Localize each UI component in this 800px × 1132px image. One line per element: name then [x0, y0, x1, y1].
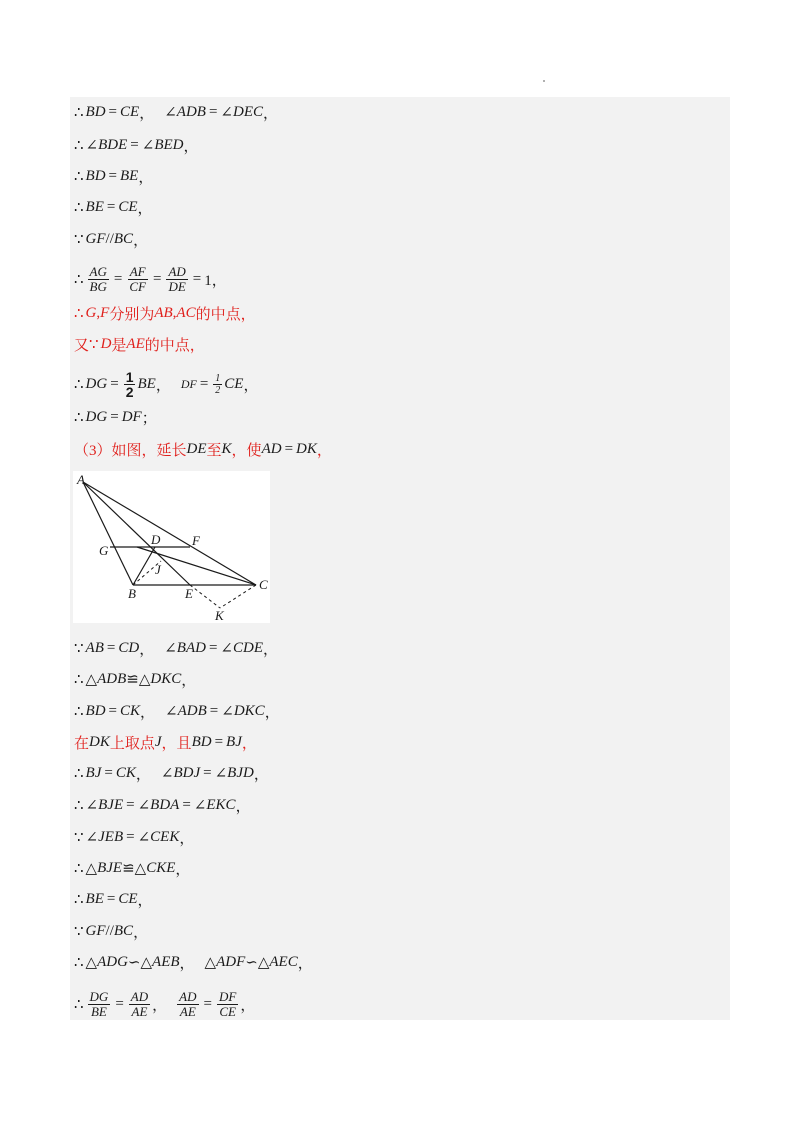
- triangle-diagram: [73, 471, 270, 623]
- label-j: J: [155, 562, 161, 577]
- proof-line: ∴ ∠ BDE = ∠ BED ，: [74, 137, 199, 155]
- proof-line: ∴ G , F 分别为 AB , AC 的中点，: [74, 305, 256, 323]
- proof-line: ∴ BD = CK ， ∠ ADB = ∠ DKC ，: [74, 703, 280, 721]
- page-dot: [543, 80, 545, 82]
- proof-line: ∴ BJ = CK ， ∠ BDJ = ∠ BJD ，: [74, 765, 269, 783]
- label-f: F: [192, 533, 200, 548]
- proof-line: ∵ ∠ JEB = ∠ CEK ，: [74, 829, 195, 847]
- segment-ae: [83, 482, 190, 585]
- label-k: K: [215, 608, 224, 623]
- proof-line: ∵ GF // BC ，: [74, 231, 149, 249]
- proof-line: ∴ $\frac{DG}{BE}$ = $\frac{AD}{AE}$ ， $\frac{AD}{AE}$ = $\frac{DF}{CE}$ ，: [74, 989, 256, 1019]
- proof-line: ∵ AB = CD ， ∠ BAD = ∠ CDE ，: [74, 640, 279, 658]
- label-b: B: [128, 586, 136, 601]
- segment-ek: [190, 585, 220, 608]
- proof-line: ∴ ∠ BJE = ∠ BDA = ∠ EKC ，: [74, 797, 251, 815]
- label-c: C: [259, 577, 268, 592]
- label-g: G: [99, 543, 109, 558]
- proof-line: ∴ BD = BE ，: [74, 168, 154, 186]
- proof-line: ∴ △ BJE ≌△ CKE ，: [74, 860, 191, 878]
- proof-line: ∴ $\frac{AG}{BG}$ = $\frac{AF}{CF}$ = $\frac{AD}{DE}$ = 1，: [74, 264, 227, 294]
- label-d: D: [151, 532, 161, 547]
- proof-line: ∴ △ ADB ≌△ DKC ，: [74, 671, 197, 689]
- proof-line: ∴ DG = DF ；: [74, 409, 157, 427]
- proof-line: ∴ BE = CE ，: [74, 891, 153, 909]
- proof-line: ∴ △ ADG ∽△ AEB ， △ ADF ∽△ AEC ，: [74, 954, 313, 972]
- label-e: E: [185, 586, 193, 601]
- proof-line: 在 DK 上取点 J ，且 BD = BJ ，: [74, 734, 257, 752]
- proof-line: ∴ BD = CE ， ∠ ADB = ∠ DEC ，: [74, 104, 279, 122]
- segment-ck: [220, 585, 256, 608]
- proof-line: ∴ BE = CE ，: [74, 199, 153, 217]
- proof-line: （3）如图，延长 DE 至 K ，使 AD = DK ，: [74, 441, 332, 459]
- segment-ac: [83, 482, 256, 585]
- segment-bd: [133, 547, 155, 585]
- proof-line: ∴ DG = $\frac{1}{2}$ BE ， DF = $\frac{1}{2}$ CE ，: [74, 369, 259, 400]
- label-a: A: [77, 472, 85, 487]
- proof-line: 又 ∵ D 是 AE 的中点，: [74, 336, 205, 354]
- geometry-figure: [73, 471, 270, 623]
- proof-line: ∵ GF // BC ，: [74, 923, 149, 941]
